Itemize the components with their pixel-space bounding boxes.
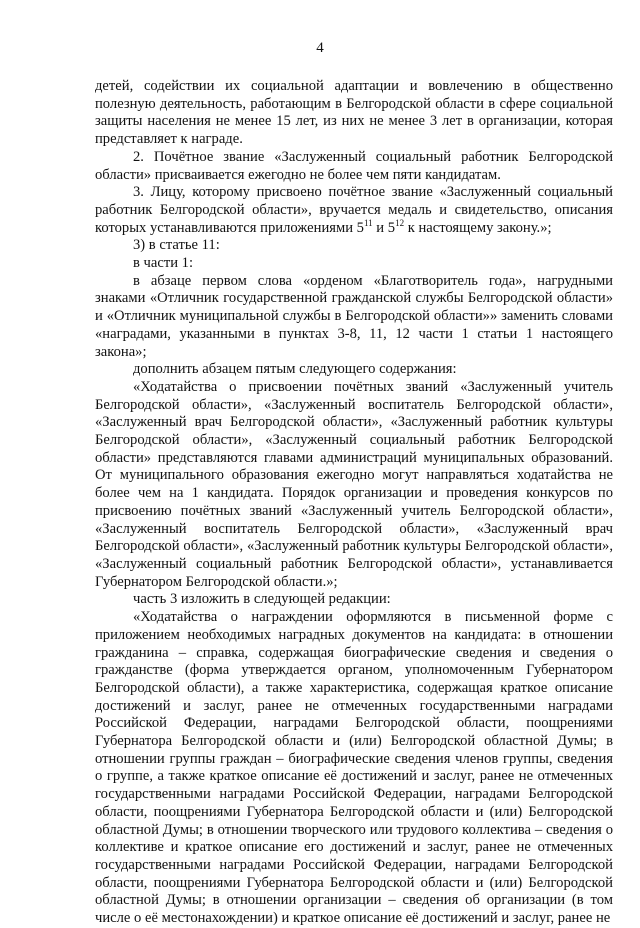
paragraph: дополнить абзацем пятым следующего содержания:: [133, 361, 457, 378]
paragraph-medal: [95, 184, 613, 237]
superscript: 12: [395, 217, 405, 228]
paragraph-text: 3. Лицу, которому присвоено почётное звание «Заслуженный социальный работник Белгородской области», вручается медаль и свидетельство, описания которых устанавливаются приложениями 5: [95, 184, 613, 236]
paragraph: детей, содействии их социальной адаптации и вовлечению в общественно полезную деятельность, работающим в Белгородской области в сфере социальной защиты населения не менее 15 лет, из них не менее 3 лет в организации, которая представляет к награде.: [95, 78, 613, 148]
document-body: [95, 78, 613, 928]
paragraph: в части 1:: [133, 255, 194, 272]
paragraph: часть 3 изложить в следующей редакции:: [133, 591, 391, 608]
paragraph: 2. Почётное звание «Заслуженный социальный работник Белгородской области» присваивается ежегодно не более чем пяти кандидатам.: [95, 148, 613, 183]
paragraph-text: к настоящему закону.»;: [404, 219, 552, 236]
paragraph: 3) в статье 11:: [133, 237, 220, 254]
paragraph-text: и 5: [372, 219, 396, 236]
paragraph: «Ходатайства о награждении оформляются в письменной форме с приложением необходимых наградных документов на кандидата: в отношении гражданина – справка, содержащая биографические сведения и сведения о гражданстве (форма утверждается органом, уполномоченным Губернатором Белгородской области), а также характеристика, содержащая краткое описание достижений и заслуг, ранее не отмеченных государственными наградами Российской Федерации, наградами Белгородской области, поощрениями Губернатора Белгородской области и (или) Белгородской областной Думы; в отношении группы граждан – биографические сведения членов группы, сведения о группе, а также краткое описание её достижений и заслуг, ранее не отмеченных государственными наградами Российской Федерации, наградами Белгородской области, поощрениями Губернатора Белгородской области и (или) Белгородской областной Думы; в отношении творческого или трудового коллектива – сведения о коллективе и краткое описание его достижений и заслуг, ранее не отмеченных государственными наградами Российской Федерации, наградами Белгородской области, поощрениями Губернатора Белгородской области и (или) Белгородской областной Думы; в отношении организации – сведения об организации (в том числе о её местонахождении) и краткое описание её достижений и заслуг, ранее не: [95, 609, 613, 927]
paragraph: в абзаце первом слова «орденом «Благотворитель года», нагрудными знаками «Отличник государственной гражданской службы Белгородской области» и «Отличник муниципальной службы в Белгородской области»» заменить словами «наградами, указанными в пунктах 3-8, 11, 12 части 1 статьи 1 настоящего закона»;: [95, 272, 613, 360]
page-number: 4: [316, 40, 324, 56]
superscript: 11: [363, 217, 373, 228]
paragraph: «Ходатайства о присвоении почётных званий «Заслуженный учитель Белгородской области», «Заслуженный воспитатель Белгородской области», «Заслуженный врач Белгородской области», «Заслуженный работник культуры Белгородской области», «Заслуженный социальный работник Белгородской области» представляются главами администраций муниципальных образований. От муниципального образования ежегодно могут направляться ходатайства не более чем на 1 кандидата. Порядок организации и проведения конкурсов по присвоению почётных званий «Заслуженный учитель Белгородской области», «Заслуженный воспитатель Белгородской области», «Заслуженный врач Белгородской области», «Заслуженный работник культуры Белгородской области», «Заслуженный социальный работник Белгородской области», устанавливается Губернатором Белгородской области.»;: [95, 378, 613, 590]
